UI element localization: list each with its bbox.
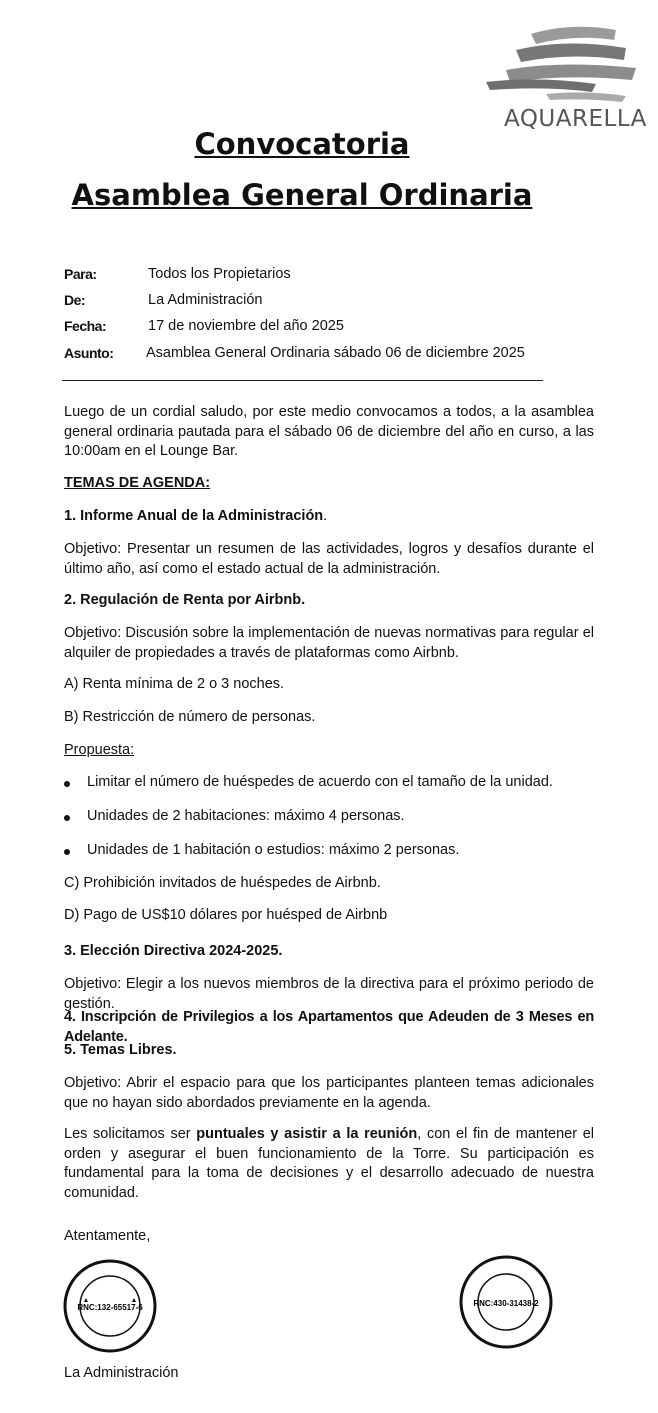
title-asamblea: Asamblea General Ordinaria — [71, 178, 533, 212]
salutation: Atentamente, — [64, 1228, 151, 1244]
item1-period: . — [323, 508, 328, 524]
fecha-label: Fecha: — [64, 318, 107, 334]
item1-heading — [64, 507, 594, 527]
intro-paragraph: Luego de un cordial saludo, por este medio convocamos a todos, a la asamblea general ordinaria pautada para el sábado 06 de diciembre del año en curso, a las 10:00am en el Lounge Bar. — [64, 404, 594, 459]
asunto-label: Asunto: — [64, 345, 114, 361]
agenda-heading: TEMAS DE AGENDA: — [64, 475, 211, 491]
condominio-seal-icon — [458, 1254, 554, 1350]
item5-objective: Objetivo: Abrir el espacio para que los participantes planteen temas adicionales que no hayan sido abordados previamente en la agenda. — [64, 1075, 594, 1111]
bullet-text: Unidades de 2 habitaciones: máximo 4 personas. — [87, 808, 405, 824]
bullet-dot-icon — [64, 781, 70, 787]
item3-title: 3. Elección Directiva 2024-2025. — [64, 943, 283, 959]
item1-title: 1. Informe Anual de la Administración — [64, 508, 324, 524]
header-divider — [62, 380, 543, 381]
item4-title: 4. Inscripción de Privilegios a los Apartamentos que Adeuden de 3 Meses en Adelante. — [64, 1009, 594, 1045]
bullet-text: Limitar el número de huéspedes de acuerdo con el tamaño de la unidad. — [87, 774, 553, 790]
item2-option-c: C) Prohibición invitados de huéspedes de Airbnb. — [64, 875, 381, 891]
right-seal-rnc: RNC:430-31438-2 — [473, 1299, 539, 1308]
aquarella-logo — [476, 20, 646, 140]
bullet-dot-icon — [64, 849, 70, 855]
company-seal-left — [62, 1258, 158, 1354]
left-seal-rnc: RNC:132-65517-6 — [77, 1303, 143, 1312]
item2-title: 2. Regulación de Renta por Airbnb. — [64, 592, 306, 608]
de-label: De: — [64, 292, 86, 308]
item1-objective: Objetivo: Presentar un resumen de las actividades, logros y desafíos durante el último año, así como el estado actual de la administración. — [64, 541, 594, 577]
closing-bold: puntuales y asistir a la reunión — [196, 1126, 418, 1142]
condominio-seal-right — [458, 1254, 554, 1350]
para-label: Para: — [64, 266, 97, 282]
bullet-dot-icon — [64, 815, 70, 821]
logo-wordmark: AQUARELLA — [504, 106, 647, 132]
company-seal-icon — [62, 1258, 158, 1354]
bullet-text: Unidades de 1 habitación o estudios: máximo 2 personas. — [87, 842, 460, 858]
fecha-value: 17 de noviembre del año 2025 — [148, 318, 344, 334]
item5-title: 5. Temas Libres. — [64, 1042, 177, 1058]
item3-objective: Objetivo: Elegir a los nuevos miembros de la directiva para el próximo periodo de gestión. — [64, 976, 594, 1012]
para-value: Todos los Propietarios — [148, 266, 291, 282]
de-value: La Administración — [148, 292, 263, 308]
asunto-value: Asamblea General Ordinaria sábado 06 de diciembre 2025 — [146, 345, 525, 361]
propuesta-label: Propuesta: — [64, 742, 135, 758]
signer: La Administración — [64, 1365, 179, 1381]
item2-option-a: A) Renta mínima de 2 o 3 noches. — [64, 676, 285, 692]
item2-objective: Objetivo: Discusión sobre la implementación de nuevas normativas para regular el alquiler de propiedades a través de plataformas como Airbnb. — [64, 625, 594, 661]
closing-post: , con el fin de mantener el orden y asegurar el buen funcionamiento de la Torre. Su participación es fundamental para la toma de decisiones y el desarrollo adecuado de nuestra comunidad. — [64, 1126, 595, 1201]
brush-strokes-graphic — [476, 20, 646, 110]
closing-paragraph — [64, 1125, 594, 1203]
item2-option-d: D) Pago de US$10 dólares por huésped de Airbnb — [64, 907, 388, 923]
item2-option-b: B) Restricción de número de personas. — [64, 709, 316, 725]
title-convocatoria: Convocatoria — [194, 127, 410, 161]
closing-pre: Les solicitamos ser — [64, 1126, 197, 1142]
